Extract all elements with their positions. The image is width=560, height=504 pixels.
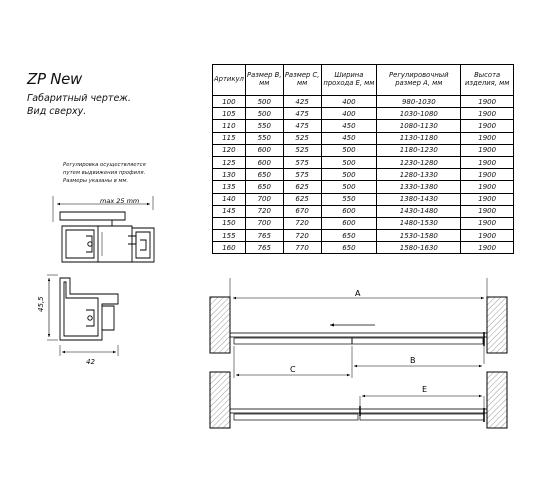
table-cell: 400: [321, 96, 377, 108]
table-cell: 115: [213, 132, 246, 144]
table-cell: 100: [213, 96, 246, 108]
column-header: Регулировочный размер A, мм: [377, 65, 461, 96]
subtitle-line: Вид сверху.: [27, 106, 87, 117]
dimension-e-label: E: [422, 385, 428, 394]
table-cell: 650: [321, 230, 377, 242]
table-cell: 770: [283, 242, 321, 254]
table-cell: 625: [283, 193, 321, 205]
table-cell: 125: [213, 156, 246, 168]
table-cell: 600: [321, 205, 377, 217]
table-cell: 700: [245, 217, 283, 229]
table-cell: 1030-1080: [377, 108, 461, 120]
column-header: Артикул: [213, 65, 246, 96]
table-cell: 720: [283, 230, 321, 242]
table-cell: 475: [283, 120, 321, 132]
table-cell: 980-1030: [377, 96, 461, 108]
note-line: путем выдвижения профиля.: [63, 170, 146, 176]
max-stroke-label: max 25 mm: [100, 197, 140, 205]
table-cell: 1580-1630: [377, 242, 461, 254]
table-cell: 650: [245, 169, 283, 181]
table-cell: 150: [213, 217, 246, 229]
table-cell: 1900: [461, 205, 514, 217]
table-cell: 500: [245, 96, 283, 108]
table-cell: 1900: [461, 144, 514, 156]
table-cell: 525: [283, 132, 321, 144]
table-cell: 475: [283, 108, 321, 120]
table-cell: 670: [283, 205, 321, 217]
note-line: Регулировка осуществляется: [63, 162, 146, 168]
table-cell: 120: [213, 144, 246, 156]
table-cell: 1330-1380: [377, 181, 461, 193]
table-cell: 720: [283, 217, 321, 229]
table-cell: 550: [321, 193, 377, 205]
table-cell: 1480-1530: [377, 217, 461, 229]
table-cell: 1430-1480: [377, 205, 461, 217]
table-cell: 1900: [461, 96, 514, 108]
table-cell: 1900: [461, 156, 514, 168]
table-cell: 1900: [461, 230, 514, 242]
table-cell: 1900: [461, 169, 514, 181]
profile-width-label: 42: [86, 358, 95, 366]
table-cell: 765: [245, 230, 283, 242]
table-cell: 550: [245, 132, 283, 144]
table-cell: 1900: [461, 217, 514, 229]
table-cell: 1280-1330: [377, 169, 461, 181]
table-cell: 650: [245, 181, 283, 193]
table-cell: 1900: [461, 108, 514, 120]
table-cell: 400: [321, 108, 377, 120]
table-cell: 1380-1430: [377, 193, 461, 205]
table-cell: 650: [321, 242, 377, 254]
table-cell: 145: [213, 205, 246, 217]
table-cell: 1230-1280: [377, 156, 461, 168]
table-cell: 575: [283, 156, 321, 168]
subtitle-line: Габаритный чертеж.: [27, 93, 131, 104]
table-cell: 1130-1180: [377, 132, 461, 144]
product-title: ZP New: [27, 70, 83, 88]
table-cell: 1900: [461, 120, 514, 132]
table-cell: 500: [321, 144, 377, 156]
column-header: Ширина прохода E, мм: [321, 65, 377, 96]
table-cell: 600: [321, 217, 377, 229]
profile-section-upper: [53, 196, 154, 262]
profile-section-lower: [47, 275, 118, 356]
table-cell: 700: [245, 193, 283, 205]
table-cell: 600: [245, 144, 283, 156]
table-cell: 525: [283, 144, 321, 156]
table-cell: 1900: [461, 132, 514, 144]
table-cell: 500: [321, 181, 377, 193]
table-cell: 1900: [461, 193, 514, 205]
column-header: Размер C, мм: [283, 65, 321, 96]
table-cell: 1530-1580: [377, 230, 461, 242]
note-line: Размеры указаны в мм.: [63, 178, 129, 184]
table-cell: 575: [283, 169, 321, 181]
column-header: Размер B, мм: [245, 65, 283, 96]
table-cell: 450: [321, 132, 377, 144]
table-cell: 110: [213, 120, 246, 132]
dimension-a-label: A: [355, 289, 361, 298]
table-cell: 550: [245, 120, 283, 132]
table-cell: 155: [213, 230, 246, 242]
table-cell: 1080-1130: [377, 120, 461, 132]
table-cell: 600: [245, 156, 283, 168]
table-cell: 450: [321, 120, 377, 132]
table-cell: 140: [213, 193, 246, 205]
top-view-open: [210, 372, 507, 428]
table-cell: 625: [283, 181, 321, 193]
dimension-c-label: C: [290, 365, 296, 374]
table-cell: 765: [245, 242, 283, 254]
table-cell: 500: [245, 108, 283, 120]
table-cell: 1900: [461, 181, 514, 193]
table-cell: 130: [213, 169, 246, 181]
table-cell: 1180-1230: [377, 144, 461, 156]
table-cell: 500: [321, 169, 377, 181]
profile-height-label: 45,5: [37, 296, 45, 312]
table-cell: 1900: [461, 242, 514, 254]
table-cell: 105: [213, 108, 246, 120]
table-cell: 720: [245, 205, 283, 217]
column-header: Высота изделия, мм: [461, 65, 514, 96]
table-cell: 425: [283, 96, 321, 108]
table-cell: 160: [213, 242, 246, 254]
table-cell: 135: [213, 181, 246, 193]
dimension-b-label: B: [410, 356, 416, 365]
table-cell: 500: [321, 156, 377, 168]
